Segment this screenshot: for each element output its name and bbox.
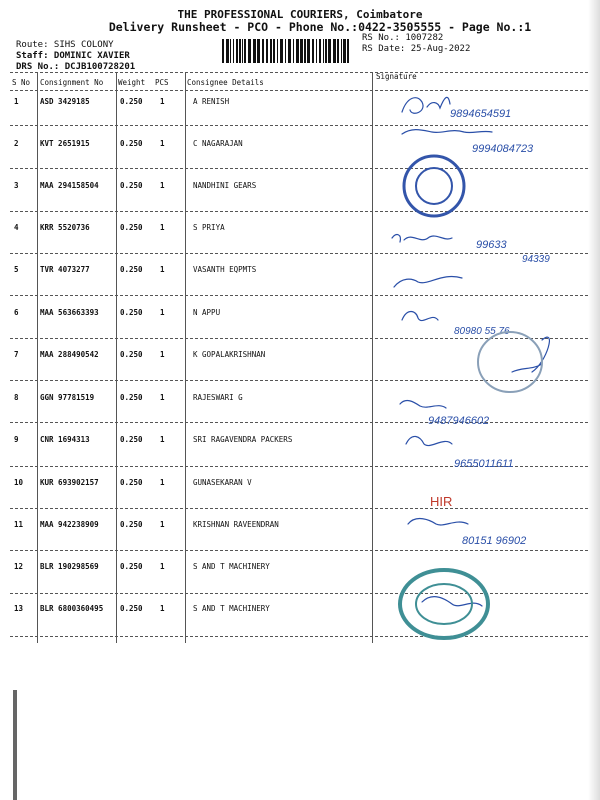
barcode-bar [233, 39, 234, 63]
barcode-bar [343, 39, 346, 63]
handwritten-phone: 99633 [476, 239, 507, 251]
row-sno: 6 [14, 308, 19, 317]
scan-edge-mark [13, 690, 17, 800]
row-consignee: GUNASEKARAN V [193, 478, 252, 487]
row-pcs: 1 [160, 181, 165, 190]
row-consignee: S AND T MACHINERY [193, 562, 270, 571]
row-sno: 12 [14, 562, 24, 571]
row-pcs: 1 [160, 139, 165, 148]
signature-scribble [402, 312, 438, 321]
barcode-bar [242, 39, 243, 63]
barcode-bar [253, 39, 256, 63]
signature-scribble [394, 276, 462, 287]
row-consignee: SRI RAGAVENDRA PACKERS [193, 435, 293, 444]
scan-shadow [588, 0, 600, 800]
row-pcs: 1 [160, 97, 165, 106]
barcode-bar [257, 39, 260, 63]
barcode-bar [333, 39, 336, 63]
row-consignment: MAA 563663393 [40, 308, 99, 317]
row-weight: 0.250 [120, 265, 143, 274]
barcode-bar [347, 39, 349, 63]
runsheet-title: Delivery Runsheet - PCO - Phone No.:0422-3505555 - Page No.:1 [108, 20, 532, 34]
signature-scribble [512, 337, 549, 372]
barcode-bar [273, 39, 275, 63]
barcode-bar [262, 39, 264, 63]
barcode-bar [236, 39, 238, 63]
barcode-image [222, 39, 350, 63]
barcode-bar [307, 39, 310, 63]
company-stamp [400, 570, 488, 638]
row-consignment: GGN 97781519 [40, 393, 95, 402]
barcode-bar [341, 39, 342, 63]
row-consignment: MAA 942238909 [40, 520, 99, 529]
row-consignment: CNR 1694313 [40, 435, 90, 444]
row-consignment: BLR 190298569 [40, 562, 99, 571]
barcode-bar [226, 39, 229, 63]
row-pcs: 1 [160, 562, 165, 571]
handwritten-phone: 9894654591 [450, 108, 512, 120]
row-sno: 3 [14, 181, 19, 190]
handwritten-phone: 9655011611 [454, 458, 514, 470]
barcode-bar [296, 39, 299, 63]
signature-column [372, 72, 598, 652]
signature-scribble [422, 597, 482, 606]
barcode-bar [230, 39, 231, 63]
row-sno: 2 [14, 139, 19, 148]
row-pcs: 1 [160, 350, 165, 359]
barcode-bar [222, 39, 224, 63]
company-stamp [404, 156, 464, 216]
row-consignment: ASD 3429185 [40, 97, 90, 106]
barcode-bar [312, 39, 314, 63]
barcode-bar [325, 39, 327, 63]
barcode-bar [323, 39, 324, 63]
row-consignment: KUR 693902157 [40, 478, 99, 487]
row-consignee: VASANTH EQPMTS [193, 265, 257, 274]
barcode-bar [239, 39, 241, 63]
handwritten-phone: 9994084723 [472, 143, 534, 155]
row-pcs: 1 [160, 393, 165, 402]
row-sno: 11 [14, 520, 24, 529]
staff-label: Staff: DOMINIC XAVIER [16, 51, 130, 61]
row-sno: 1 [14, 97, 19, 106]
row-weight: 0.250 [120, 308, 143, 317]
row-sno: 9 [14, 435, 19, 444]
col-header-consignee: Consignee Details [187, 78, 264, 87]
drs-number: DRS No.: DCJB100728201 [16, 62, 136, 72]
barcode-bar [248, 39, 251, 63]
signature-scribble [406, 436, 452, 445]
row-consignee: KRISHNAN RAVEENDRAN [193, 520, 279, 529]
company-stamp [478, 332, 542, 392]
row-weight: 0.250 [120, 350, 143, 359]
signature-scribble [400, 400, 446, 408]
row-weight: 0.250 [120, 604, 143, 613]
row-weight: 0.250 [120, 97, 143, 106]
row-consignment: BLR 6800360495 [40, 604, 104, 613]
handwritten-phone: 80980 55 76 [454, 326, 510, 337]
row-consignment: TVR 4073277 [40, 265, 90, 274]
row-weight: 0.250 [120, 393, 143, 402]
row-consignee: S PRIYA [193, 223, 225, 232]
signature-scribble [392, 235, 452, 242]
barcode-bar [316, 39, 317, 63]
row-pcs: 1 [160, 435, 165, 444]
row-pcs: 1 [160, 604, 165, 613]
barcode-bar [304, 39, 306, 63]
row-weight: 0.250 [120, 181, 143, 190]
row-weight: 0.250 [120, 562, 143, 571]
col-header-weight: Weight [118, 78, 146, 87]
rs-date: RS Date: 25-Aug-2022 [362, 44, 471, 54]
row-sno: 10 [14, 478, 24, 487]
row-weight: 0.250 [120, 520, 143, 529]
barcode-bar [270, 39, 272, 63]
row-pcs: 1 [160, 223, 165, 232]
barcode-bar [280, 39, 283, 63]
row-consignee: K GOPALAKRISHNAN [193, 350, 266, 359]
row-pcs: 1 [160, 478, 165, 487]
rs-number: RS No.: 1007282 [362, 33, 444, 43]
row-pcs: 1 [160, 265, 165, 274]
handwritten-phone: 9487946602 [428, 415, 490, 427]
signature-scribble [402, 97, 450, 113]
route-label: Route: SIHS COLONY [16, 40, 114, 50]
barcode-bar [266, 39, 268, 63]
col-header-signature: Signature [376, 72, 417, 81]
row-consignment: MAA 288490542 [40, 350, 99, 359]
barcode-bar [244, 39, 246, 63]
row-consignment: MAA 294158504 [40, 181, 99, 190]
handwritten-initials: HIR [430, 494, 453, 509]
row-weight: 0.250 [120, 478, 143, 487]
row-consignee: RAJESWARI G [193, 393, 243, 402]
handwritten-phone: 80151 96902 [462, 535, 527, 547]
row-consignment: KRR 5520736 [40, 223, 90, 232]
row-pcs: 1 [160, 520, 165, 529]
company-title: THE PROFESSIONAL COURIERS, Coimbatore [177, 8, 423, 21]
row-sno: 4 [14, 223, 19, 232]
col-header-pcs: PCS [155, 78, 169, 87]
handwritten-phone: 94339 [522, 254, 550, 265]
col-header-consignment: Consignment No [40, 78, 104, 87]
barcode-bar [288, 39, 291, 63]
barcode-bar [277, 39, 278, 63]
row-consignee: NANDHINI GEARS [193, 181, 257, 190]
row-consignee: C NAGARAJAN [193, 139, 243, 148]
barcode-bar [300, 39, 303, 63]
row-sno: 13 [14, 604, 24, 613]
signature-scribble [408, 519, 468, 525]
row-sno: 7 [14, 350, 19, 359]
row-consignee: N APPU [193, 308, 221, 317]
row-pcs: 1 [160, 308, 165, 317]
row-consignee: S AND T MACHINERY [193, 604, 270, 613]
col-header-sno: S No [12, 78, 31, 87]
row-weight: 0.250 [120, 435, 143, 444]
row-consignment: KVT 2651915 [40, 139, 90, 148]
signature-scribble [402, 130, 492, 134]
barcode-bar [285, 39, 286, 63]
row-weight: 0.250 [120, 223, 143, 232]
row-weight: 0.250 [120, 139, 143, 148]
row-sno: 5 [14, 265, 19, 274]
row-consignee: A RENISH [193, 97, 230, 106]
barcode-bar [319, 39, 321, 63]
barcode-bar [337, 39, 339, 63]
barcode-bar [328, 39, 331, 63]
row-sno: 8 [14, 393, 19, 402]
barcode-bar [293, 39, 294, 63]
